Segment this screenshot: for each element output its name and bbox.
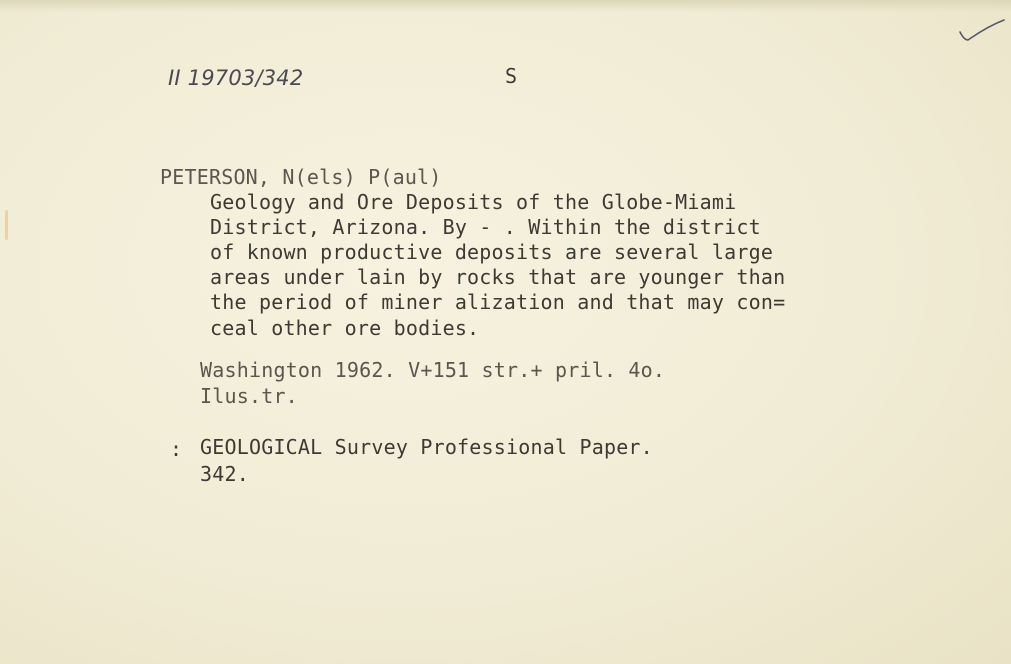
imprint-line: Washington 1962. V+151 str.+ pril. 4o.: [200, 358, 666, 382]
title-line: the period of miner alization and that may con=: [210, 290, 786, 314]
title-line: ceal other ore bodies.: [210, 316, 480, 340]
check-mark-icon: [958, 18, 1006, 44]
author-heading: PETERSON, N(els) P(aul): [160, 165, 442, 189]
series-marker: :: [170, 437, 183, 461]
title-line: Geology and Ore Deposits of the Globe-Miami: [210, 190, 737, 214]
series-mark: S: [505, 64, 518, 88]
stain-mark: [5, 210, 8, 240]
card-top-edge: [0, 0, 1011, 12]
title-line: of known productive deposits are several large: [210, 240, 774, 264]
title-line: areas under lain by rocks that are younger than: [210, 265, 786, 289]
series-number: 342.: [200, 462, 249, 486]
series-statement: GEOLOGICAL Survey Professional Paper.: [200, 435, 653, 459]
title-line: District, Arizona. By - . Within the district: [210, 215, 761, 239]
imprint-line: Ilus.tr.: [200, 384, 298, 408]
call-number: II 19703/342: [168, 66, 304, 90]
